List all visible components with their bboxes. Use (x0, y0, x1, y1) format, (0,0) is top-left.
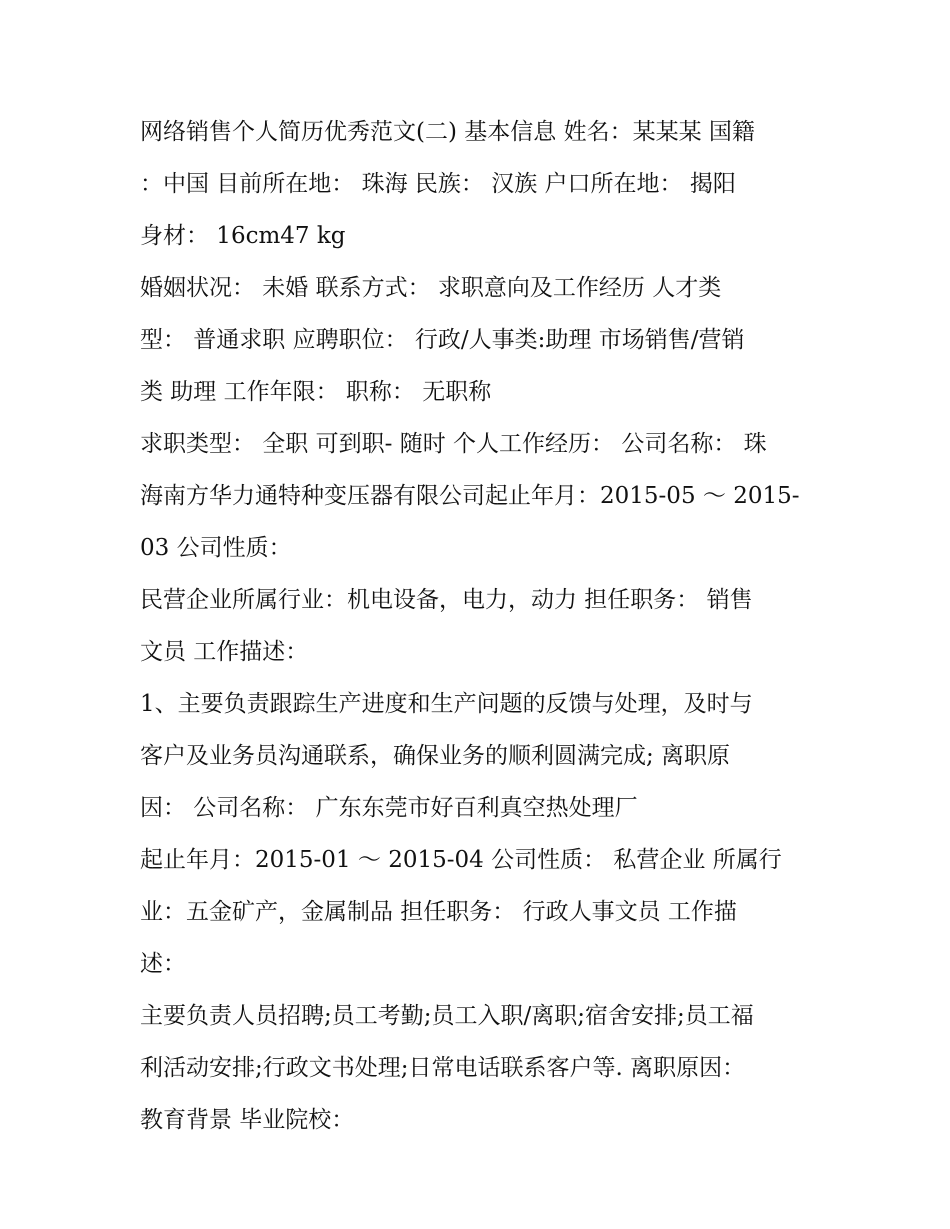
text-line: 利活动安排;行政文书处理;日常电话联系客户等. 离职原因： (140, 1055, 746, 1081)
text-line: ：中国 目前所在地： 珠海 民族： 汉族 户口所在地： 揭阳 (140, 171, 736, 197)
text-line: 教育背景 毕业院校： (140, 1107, 355, 1133)
text-line: 主要负责人员招聘;员工考勤;员工入职/离职;宿舍安排;员工福 (140, 1003, 754, 1029)
text-line: 因： 公司名称： 广东东莞市好百利真空热处理厂 (140, 795, 638, 821)
text-line: 身材： 16cm47 kg (140, 223, 346, 249)
text-line: 海南方华力通特种变压器有限公司起止年月：2015-05 ～ 2015- (140, 483, 800, 509)
text-line: 类 助理 工作年限： 职称： 无职称 (140, 379, 492, 405)
text-line: 客户及业务员沟通联系，确保业务的顺利圆满完成; 离职原 (140, 743, 731, 769)
text-line: 民营企业所属行业：机电设备，电力，动力 担任职务： 销售 (140, 587, 753, 613)
document-body (140, 106, 820, 1146)
text-line: 网络销售个人简历优秀范文(二) 基本信息 姓名：某某某 国籍 (140, 119, 755, 145)
text-line: 1、主要负责跟踪生产进度和生产问题的反馈与处理，及时与 (140, 691, 753, 717)
text-line: 述： (140, 951, 186, 977)
text-line: 业：五金矿产，金属制品 担任职务： 行政人事文员 工作描 (140, 899, 737, 925)
text-line: 03 公司性质： (140, 535, 292, 561)
text-line: 起止年月：2015-01 ～ 2015-04 公司性质： 私营企业 所属行 (140, 847, 782, 873)
text-line: 文员 工作描述： (140, 639, 309, 665)
text-line: 求职类型： 全职 可到职- 随时 个人工作经历： 公司名称： 珠 (140, 431, 767, 457)
text-line: 型： 普通求职 应聘职位： 行政/人事类:助理 市场销售/营销 (140, 327, 745, 353)
text-line: 婚姻状况： 未婚 联系方式： 求职意向及工作经历 人才类 (140, 275, 722, 301)
